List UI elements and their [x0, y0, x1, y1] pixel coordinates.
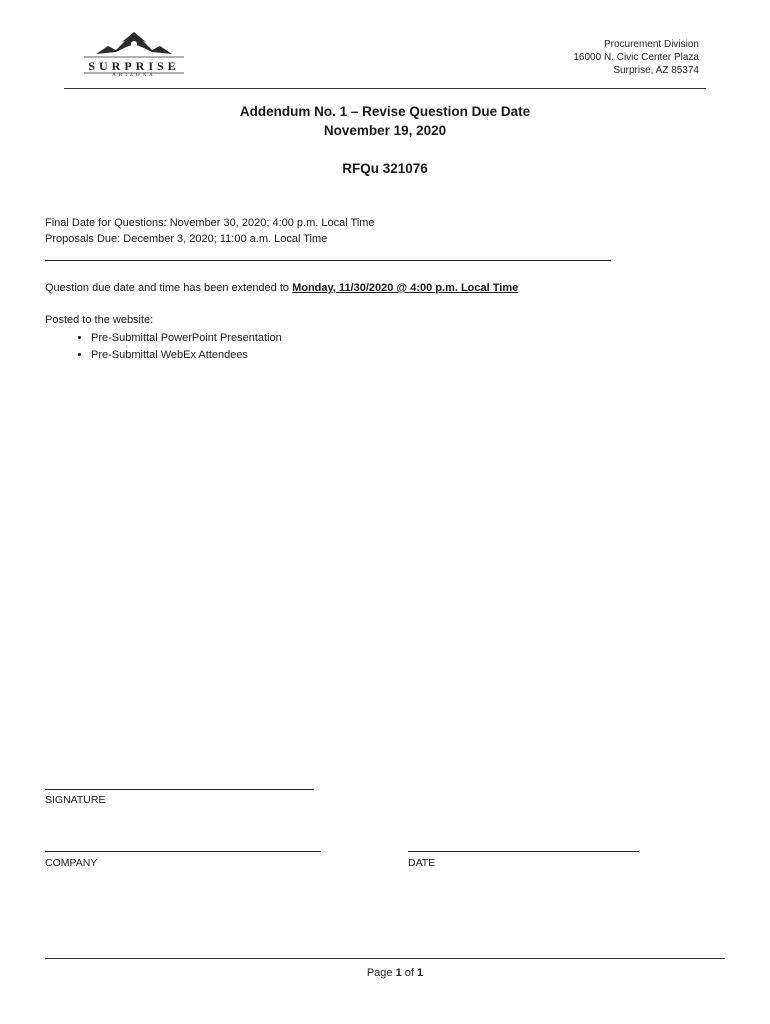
header-divider — [64, 88, 706, 89]
logo-subtitle: ARIZONA — [112, 73, 156, 78]
page-of: of — [401, 967, 418, 979]
extension-notice — [45, 282, 518, 294]
company-line[interactable] — [45, 851, 321, 852]
address-line-city: Surprise, AZ 85374 — [613, 65, 699, 76]
address-block — [573, 38, 699, 77]
page-prefix: Page — [366, 967, 396, 979]
posted-list — [45, 330, 282, 363]
address-line-division: Procurement Division — [603, 39, 699, 50]
date-line[interactable] — [408, 851, 639, 852]
logo-wordmark: SURPRISE — [88, 59, 180, 73]
extension-date: Monday, 11/30/2020 @ 4:00 p.m. Local Time — [292, 282, 519, 294]
page-total: 1 — [417, 967, 424, 979]
address-line-street: 16000 N. Civic Center Plaza — [573, 52, 699, 63]
list-item: • Pre-Submittal WebEx Attendees — [91, 347, 282, 364]
extension-prefix: Question due date and time has been extended to — [45, 282, 293, 294]
date-label: DATE — [408, 857, 436, 869]
addendum-date: November 19, 2020 — [323, 123, 447, 138]
page-current: 1 — [395, 967, 402, 979]
signature-line[interactable] — [45, 789, 314, 790]
page-number — [0, 967, 770, 979]
addendum-title: Addendum No. 1 – Revise Question Due Date — [239, 104, 531, 119]
footer-divider — [45, 958, 725, 959]
proposals-due-line: Proposals Due: December 3, 2020; 11:00 a.m. Local Time — [45, 233, 328, 245]
rfq-number: RFQu 321076 — [342, 161, 428, 176]
questions-due-line: Final Date for Questions: November 30, 2020; 4:00 p.m. Local Time — [45, 217, 375, 229]
company-label: COMPANY — [45, 857, 98, 869]
section-divider — [45, 260, 611, 261]
posted-heading: Posted to the website: — [45, 314, 154, 326]
signature-label: SIGNATURE — [45, 794, 106, 806]
list-item: • Pre-Submittal PowerPoint Presentation — [91, 330, 282, 347]
